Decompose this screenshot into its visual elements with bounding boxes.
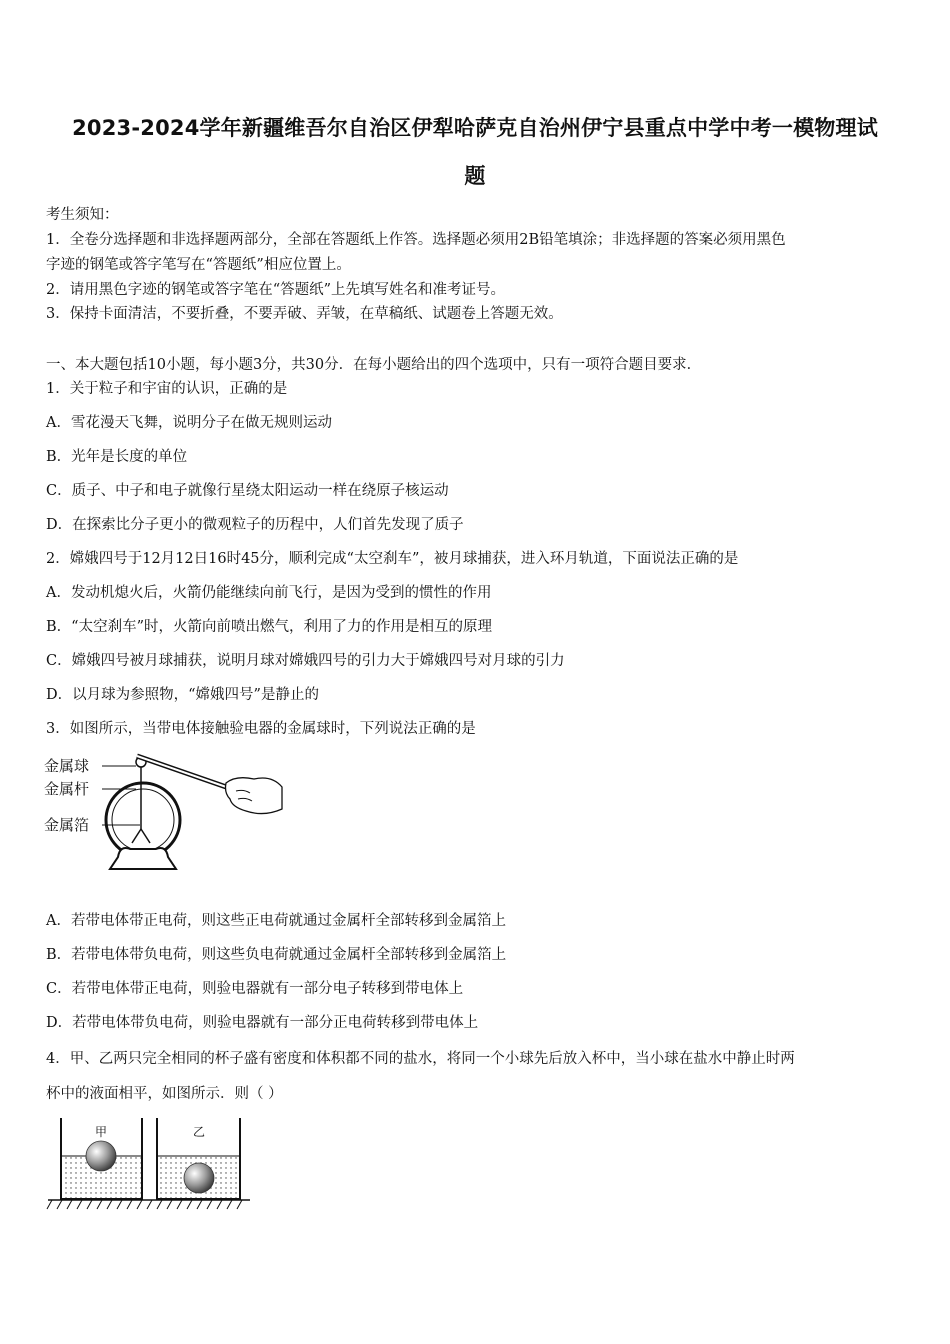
- exam-title-line2: 题: [464, 164, 486, 188]
- ball-jia: [86, 1141, 116, 1171]
- label-metal-rod: 金属杆: [44, 780, 90, 798]
- q2-option-c: C．嫦娥四号被月球捕获，说明月球对嫦娥四号的引力大于嫦娥四号对月球的引力: [46, 653, 565, 669]
- cup-jia: [61, 1118, 142, 1199]
- notice-heading: 考生须知：: [46, 207, 119, 223]
- q1-option-d: D．在探索比分子更小的微观粒子的历程中，人们首先发现了质子: [46, 517, 464, 533]
- electroscope-jar: [106, 783, 180, 857]
- q1-stem: 1．关于粒子和宇宙的认识，正确的是: [46, 381, 288, 397]
- metal-foil: [132, 829, 141, 843]
- q1-option-b: B．光年是长度的单位: [46, 449, 188, 465]
- q3-option-a: A．若带电体带正电荷，则这些正电荷就通过金属杆全部转移到金属箔上: [46, 913, 506, 929]
- notice-item-3: 3．保持卡面清洁，不要折叠，不要弄破、弄皱，在草稿纸、试题卷上答题无效。: [46, 306, 563, 322]
- two-cups-figure: [44, 1116, 254, 1214]
- q2-stem: 2．嫦娥四号于12月12日16时45分，顺利完成“太空刹车”，被月球捕获，进入环月轨道，下面说法正确的是: [46, 551, 739, 567]
- label-yi: 乙: [193, 1125, 206, 1139]
- q4-stem-a: 4．甲、乙两只完全相同的杯子盛有密度和体积都不同的盐水，将同一个小球先后放入杯中，当小球在盐水中静止时两: [46, 1051, 795, 1067]
- q3-option-b: B．若带电体带负电荷，则这些负电荷就通过金属杆全部转移到金属箔上: [46, 947, 507, 963]
- hand-icon: [226, 778, 283, 814]
- q2-option-d: D．以月球为参照物，“嫦娥四号”是静止的: [46, 687, 319, 703]
- q2-option-a: A．发动机熄火后，火箭仍能继续向前飞行，是因为受到的惯性的作用: [46, 585, 492, 601]
- label-metal-ball: 金属球: [44, 757, 90, 775]
- notice-item-1a: 1．全卷分选择题和非选择题两部分，全部在答题纸上作答。选择题必须用2B铅笔填涂；非选择题的答案必须用黑色: [46, 232, 786, 248]
- q1-option-c: C．质子、中子和电子就像行星绕太阳运动一样在绕原子核运动: [46, 483, 449, 499]
- q3-stem: 3．如图所示，当带电体接触验电器的金属球时，下列说法正确的是: [46, 721, 476, 737]
- notice-item-1b: 字迹的钢笔或答字笔写在“答题纸”相应位置上。: [46, 257, 351, 273]
- q3-option-c: C．若带电体带正电荷，则验电器就有一部分电子转移到带电体上: [46, 981, 464, 997]
- exam-title-line1: 2023-2024学年新疆维吾尔自治区伊犁哈萨克自治州伊宁县重点中学中考一模物理试: [72, 116, 878, 140]
- electroscope-figure: [40, 745, 290, 875]
- label-jia: 甲: [95, 1125, 108, 1139]
- q4-stem-b: 杯中的液面相平，如图所示．则（ ）: [46, 1086, 283, 1102]
- electroscope-base: [110, 848, 176, 869]
- cup-yi: [157, 1118, 240, 1199]
- ball-yi: [184, 1163, 214, 1193]
- notice-item-2: 2．请用黑色字迹的钢笔或答字笔在“答题纸”上先填写姓名和准考证号。: [46, 282, 506, 298]
- q2-option-b: B．“太空刹车”时，火箭向前喷出燃气，利用了力的作用是相互的原理: [46, 619, 492, 635]
- q3-option-d: D．若带电体带负电荷，则验电器就有一部分正电荷转移到带电体上: [46, 1015, 479, 1031]
- section-heading: 一、本大题包括10小题，每小题3分，共30分．在每小题给出的四个选项中，只有一项符合题目要求．: [46, 357, 702, 373]
- label-metal-foil: 金属箔: [44, 816, 90, 834]
- q1-option-a: A．雪花漫天飞舞，说明分子在做无规则运动: [46, 415, 332, 431]
